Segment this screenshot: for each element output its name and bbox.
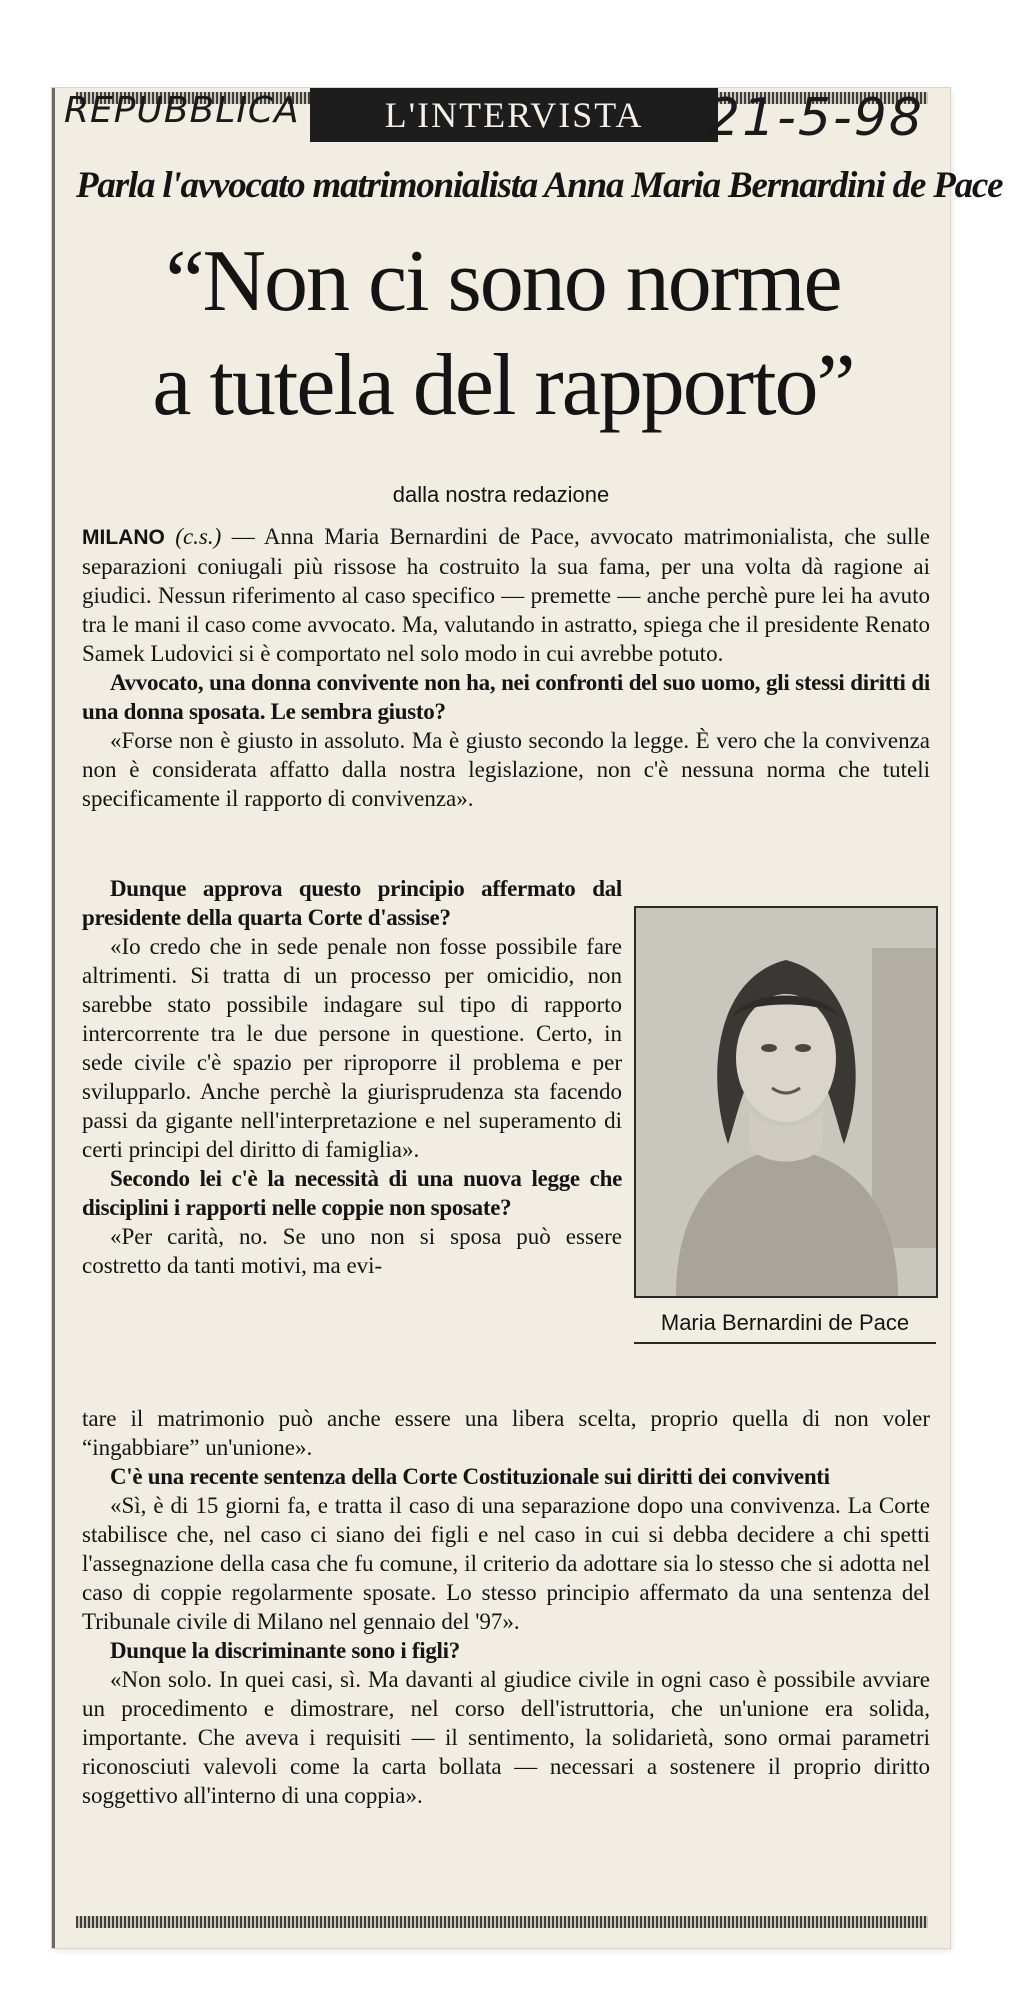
headline-line-2: a tutela del rapporto”: [152, 337, 854, 434]
answer-1: «Forse non è giusto in assoluto. Ma è giusto secondo la legge. È vero che la convivenza non è considerata affatto dalla nostra legislazione, non c'è nessuna norma che tuteli specificamente il rapporto di convivenza».: [82, 728, 930, 811]
newspaper-clipping: [52, 88, 1003, 1948]
portrait-photo: [634, 906, 938, 1298]
answer-5: «Non solo. In quei casi, sì. Ma davanti al giudice civile in ogni caso è possibile avviare un procedimento e dimostrare, nel corso dell'istruttoria, che un'unione era solida, importante. Che aveva i requisiti — il sentimento, la solidarietà, sono ormai parametri riconosciuti valevoli come la carta bollata — necessari a sostenere il proprio diritto soggettivo all'interno di una coppia».: [82, 1667, 930, 1808]
portrait-illustration: [636, 908, 936, 1296]
byline: dalla nostra redazione: [392, 482, 610, 507]
photo-caption: Maria Bernardini de Pace: [634, 1310, 936, 1344]
section-rubric: L'INTERVISTA: [310, 88, 718, 142]
author-initials: (c.s.): [175, 524, 222, 549]
intro-paragraph: [82, 522, 930, 668]
article-column-top: [82, 522, 930, 813]
handwritten-date: 21-5-98: [707, 88, 924, 148]
answer-3-part-1: «Per carità, no. Se uno non si sposa può essere costretto da tanti motivi, ma evi-: [82, 1224, 622, 1278]
article-column-narrow: [82, 874, 622, 1280]
question-3: Secondo lei c'è la necessità di una nuova legge che disciplini i rapporti nelle coppie non sposate?: [82, 1166, 622, 1220]
question-2: Dunque approva questo principio affermato dal presidente della quarta Corte d'assise?: [82, 876, 622, 930]
answer-3-part-2: tare il matrimonio può anche essere una libera scelta, proprio quella di non voler “ingabbiare” un'unione».: [82, 1406, 930, 1460]
dateline-location: MILANO: [82, 526, 165, 549]
question-5: Dunque la discriminante sono i figli?: [110, 1638, 460, 1663]
headline: [68, 230, 938, 438]
kicker: Parla l'avvocato matrimonialista Anna Maria Bernardini de Pace: [76, 165, 1003, 206]
answer-2: «Io credo che in sede penale non fosse possibile fare altrimenti. Si tratta di un processo per omicidio, non sarebbe stato possibile indagare sul tipo di rapporto intercorrente tra le due persone in questione. Certo, in sede civile c'è spazio per riproporre il problema e per svilupparlo. Anche perchè la giurisprudenza sta facendo passi da gigante nell'interpretazione e nel superamento di certi principi del diritto di famiglia».: [82, 934, 622, 1162]
answer-4: «Sì, è di 15 giorni fa, e tratta il caso di una separazione dopo una convivenza. La Corte stabilisce che, nel caso ci siano dei figli e nel caso in cui si debba decidere a chi spetti l'assegnazione della casa che fu comune, il criterio da adottare sia lo stesso che si adotta nel caso di coppie regolarmente sposate. Lo stesso principio affermato da una sentenza del Tribunale civile di Milano nel gennaio del '97».: [82, 1493, 930, 1634]
intro-text: — Anna Maria Bernardini de Pace, avvocato matrimonialista, che sulle separazioni coniugali più rissose ha costruito la sua fama, per una volta dà ragione ai giudici. Nessun riferimento al caso specifico — premette — anche perchè pure lei ha avuto tra le mani il caso come avvocato. Ma, valutando in astratto, spiega che il presidente Renato Samek Ludovici si è comportato nel solo modo in cui avrebbe potuto.: [82, 524, 931, 666]
article-column-bottom: [82, 1404, 930, 1810]
question-4: C'è una recente sentenza della Corte Costituzionale sui diritti dei conviventi: [110, 1464, 830, 1489]
handwritten-newspaper-name: REPUBBLICA: [64, 90, 300, 131]
headline-line-1: “Non ci sono norme: [165, 233, 841, 330]
bottom-rule: [76, 1916, 928, 1928]
question-1: Avvocato, una donna convivente non ha, nei confronti del suo uomo, gli stessi diritti di una donna sposata. Le sembra giusto?: [82, 670, 930, 724]
